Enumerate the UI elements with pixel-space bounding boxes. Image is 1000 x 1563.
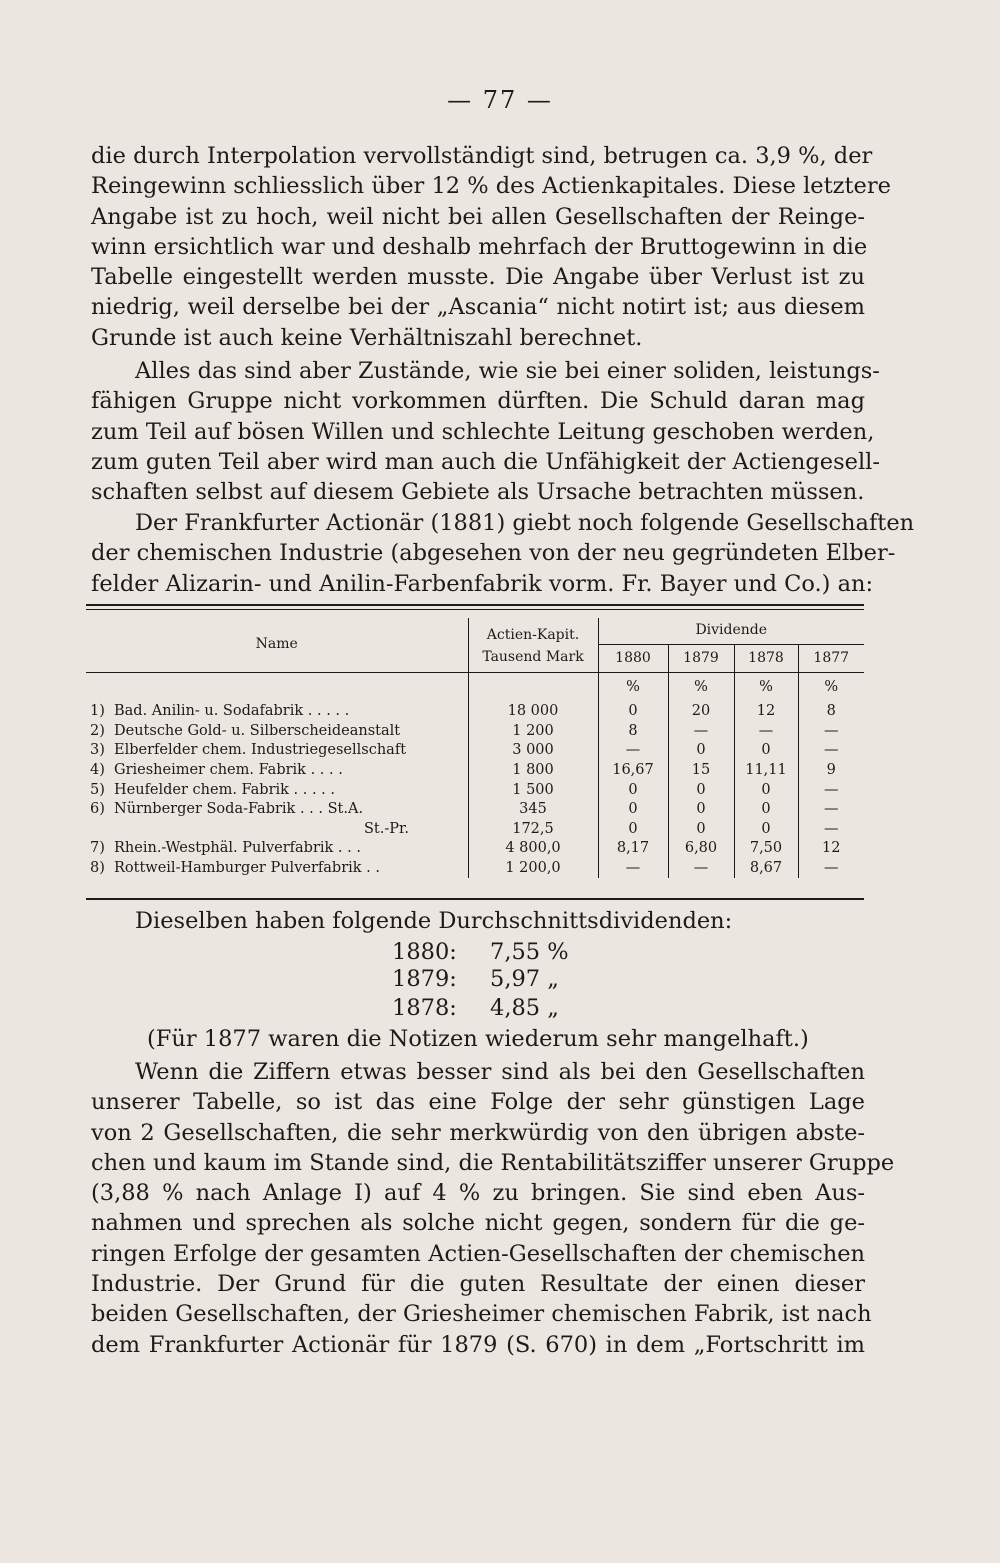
paragraph-2 (91, 356, 880, 507)
unit-percent: % (598, 672, 668, 702)
table-row (86, 800, 864, 820)
average-value: 5,97 „ (490, 966, 559, 992)
dividend-table (86, 618, 864, 878)
dividend-cell-1878: 11,11 (734, 761, 798, 781)
average-year: 1878: (392, 995, 457, 1021)
dividend-cell-1879: 20 (668, 702, 734, 722)
dividend-cell-1880: 16,67 (598, 761, 668, 781)
text-line: Der Frankfurter Actionär (1881) giebt noch folgende Gesellschaften (135, 510, 915, 536)
company-name: St.-Pr. (364, 820, 409, 837)
dividend-cell-1877: — (798, 800, 864, 820)
dividend-cell-1879: 0 (668, 780, 734, 800)
capital-cell: 1 200,0 (468, 859, 598, 879)
company-name: Rottweil-Hamburger Pulverfabrik . . (114, 860, 380, 877)
header-dividend: Dividende (598, 618, 864, 644)
capital-cell: 4 800,0 (468, 839, 598, 859)
company-name-cell (86, 722, 468, 742)
company-name: Heufelder chem. Fabrik . . . . . (114, 781, 336, 798)
row-number: 8) (90, 860, 105, 877)
text-line: ringen Erfolge der gesamten Actien-Gesellschaften der chemischen (91, 1240, 865, 1267)
company-name: Nürnberger Soda-Fabrik . . . St.A. (114, 801, 364, 818)
capital-cell: 18 000 (468, 702, 598, 722)
dividend-cell-1880: 0 (598, 820, 668, 840)
dividend-cell-1880: 8 (598, 722, 668, 742)
table-row (86, 859, 864, 879)
company-name-cell (86, 820, 468, 840)
company-name-cell (86, 702, 468, 722)
dividend-cell-1877: — (798, 859, 864, 879)
text-line: die durch Interpolation vervollständigt sind, betrugen ca. 3,9 %, der (91, 143, 873, 169)
company-name: Elberfelder chem. Industriegesellschaft (114, 742, 407, 759)
dividend-cell-1877: 12 (798, 839, 864, 859)
dividend-cell-1879: — (668, 722, 734, 742)
dividend-cell-1878: 0 (734, 780, 798, 800)
capital-cell: 172,5 (468, 820, 598, 840)
text-line: Tabelle eingestellt werden musste. Die Angabe über Verlust ist zu (91, 264, 865, 291)
company-name: Deutsche Gold- u. Silberscheideanstalt (114, 722, 401, 739)
average-value: 7,55 % (490, 939, 569, 965)
text-line: dem Frankfurter Actionär für 1879 (S. 670) in dem „Fortschritt im (91, 1331, 865, 1358)
company-name-cell (86, 741, 468, 761)
dividend-cell-1879: 0 (668, 800, 734, 820)
row-number: 2) (90, 722, 105, 739)
capital-cell: 345 (468, 800, 598, 820)
dividend-cell-1878: 0 (734, 800, 798, 820)
table-row (86, 741, 864, 761)
dividend-cell-1877: 8 (798, 702, 864, 722)
row-number: 1) (90, 703, 105, 720)
capital-cell: 1 500 (468, 780, 598, 800)
dividend-cell-1878: 8,67 (734, 859, 798, 879)
unit-percent: % (668, 672, 734, 702)
dividend-cell-1879: 0 (668, 820, 734, 840)
dividend-cell-1880: 8,17 (598, 839, 668, 859)
dividend-cell-1878: 7,50 (734, 839, 798, 859)
text-line: Industrie. Der Grund für die guten Resultate der einen dieser (91, 1271, 865, 1298)
company-name: Rhein.-Westphäl. Pulverfabrik . . . (114, 840, 361, 857)
text-line: schaften selbst auf diesem Gebiete als Ursache betrachten müssen. (91, 479, 865, 506)
text-line: zum guten Teil aber wird man auch die Unfähigkeit der Actiengesell- (91, 448, 880, 475)
row-number: 7) (90, 840, 105, 857)
header-year-1879: 1879 (668, 644, 734, 672)
averages-intro-block (91, 906, 865, 936)
dividend-cell-1880: — (598, 859, 668, 879)
row-number: 5) (90, 781, 105, 798)
unit-percent: % (734, 672, 798, 702)
row-number: 6) (90, 801, 105, 818)
table-top-rule-thin (86, 609, 864, 610)
text-line: fähigen Gruppe nicht vorkommen dürften. Die Schuld daran mag (91, 388, 865, 415)
unit-percent: % (798, 672, 864, 702)
text-line: unserer Tabelle, so ist das eine Folge der sehr günstigen Lage (91, 1089, 865, 1116)
text-line: Grunde ist auch keine Verhältniszahl berechnet. (91, 324, 643, 351)
averages-intro: Dieselben haben folgende Durchschnittsdividenden: (135, 908, 733, 934)
company-name-cell (86, 780, 468, 800)
text-line: der chemischen Industrie (abgesehen von der neu gegründeten Elber- (91, 540, 896, 567)
text-line: Wenn die Ziffern etwas besser sind als bei den Gesellschaften (135, 1059, 865, 1085)
text-line: zum Teil auf bösen Willen und schlechte Leitung geschoben werden, (91, 418, 875, 445)
dividend-cell-1878: 0 (734, 741, 798, 761)
dividend-cell-1880: — (598, 741, 668, 761)
header-capital-bottom: Tausend Mark (468, 644, 598, 672)
company-name-cell (86, 800, 468, 820)
header-name: Name (255, 636, 298, 653)
text-line: chen und kaum im Stande sind, die Rentabilitätsziffer unserer Gruppe (91, 1149, 895, 1176)
table-row (86, 702, 864, 722)
text-line: Alles das sind aber Zustände, wie sie bei einer soliden, leistungs- (135, 358, 880, 384)
note-block (91, 1024, 865, 1054)
average-year: 1879: (392, 966, 457, 992)
table-row (86, 839, 864, 859)
text-line: nahmen und sprechen als solche nicht gegen, sondern für die ge- (91, 1210, 865, 1237)
table-row (86, 761, 864, 781)
dividend-cell-1879: 15 (668, 761, 734, 781)
dividend-cell-1878: — (734, 722, 798, 742)
dividend-cell-1877: — (798, 780, 864, 800)
paragraph-3 (91, 508, 915, 599)
text-line: niedrig, weil derselbe bei der „Ascania“ nicht notirt ist; aus diesem (91, 294, 865, 321)
header-year-1880: 1880 (598, 644, 668, 672)
text-line: von 2 Gesellschaften, die sehr merkwürdig von den übrigen abste- (91, 1119, 865, 1146)
table-bottom-rule (86, 898, 864, 900)
average-value: 4,85 „ (490, 995, 559, 1021)
average-year: 1880: (392, 939, 457, 965)
note-1877: (Für 1877 waren die Notizen wiederum sehr mangelhaft.) (147, 1026, 809, 1052)
dividend-cell-1877: — (798, 820, 864, 840)
dividend-cell-1880: 0 (598, 702, 668, 722)
table-row (86, 722, 864, 742)
dividend-cell-1879: — (668, 859, 734, 879)
table-top-rule (86, 604, 864, 606)
header-year-1878: 1878 (734, 644, 798, 672)
company-name: Griesheimer chem. Fabrik . . . . (114, 762, 343, 779)
capital-cell: 1 200 (468, 722, 598, 742)
row-number: 4) (90, 762, 105, 779)
company-name-cell (86, 761, 468, 781)
text-line: felder Alizarin- und Anilin-Farbenfabrik vorm. Fr. Bayer und Co.) an: (91, 570, 874, 597)
text-line: Reingewinn schliesslich über 12 % des Actienkapitales. Diese letztere (91, 173, 891, 200)
dividend-cell-1879: 6,80 (668, 839, 734, 859)
dividend-cell-1878: 12 (734, 702, 798, 722)
dividend-cell-1878: 0 (734, 820, 798, 840)
company-name-cell (86, 859, 468, 879)
dividend-cell-1880: 0 (598, 800, 668, 820)
capital-cell: 1 800 (468, 761, 598, 781)
dividend-cell-1877: — (798, 722, 864, 742)
text-line: Angabe ist zu hoch, weil nicht bei allen Gesellschaften der Reinge- (91, 203, 865, 230)
paragraph-4 (91, 1057, 895, 1360)
header-capital-top: Actien-Kapit. (468, 618, 598, 644)
company-name-cell (86, 839, 468, 859)
dividend-cell-1877: 9 (798, 761, 864, 781)
company-name: Bad. Anilin- u. Sodafabrik . . . . . (114, 703, 350, 720)
text-line: winn ersichtlich war und deshalb mehrfach der Bruttogewinn in die (91, 233, 868, 260)
capital-cell: 3 000 (468, 741, 598, 761)
text-line: beiden Gesellschaften, der Griesheimer chemischen Fabrik, ist nach (91, 1301, 872, 1328)
dividend-cell-1877: — (798, 741, 864, 761)
row-number: 3) (90, 742, 105, 759)
header-year-1877: 1877 (798, 644, 864, 672)
page-number: — 77 — (447, 86, 553, 114)
table-row (86, 780, 864, 800)
paragraph-1 (91, 141, 891, 353)
dividend-cell-1880: 0 (598, 780, 668, 800)
dividend-cell-1879: 0 (668, 741, 734, 761)
table-row (86, 820, 864, 840)
text-line: (3,88 % nach Anlage I) auf 4 % zu bringen. Sie sind eben Aus- (91, 1180, 865, 1207)
